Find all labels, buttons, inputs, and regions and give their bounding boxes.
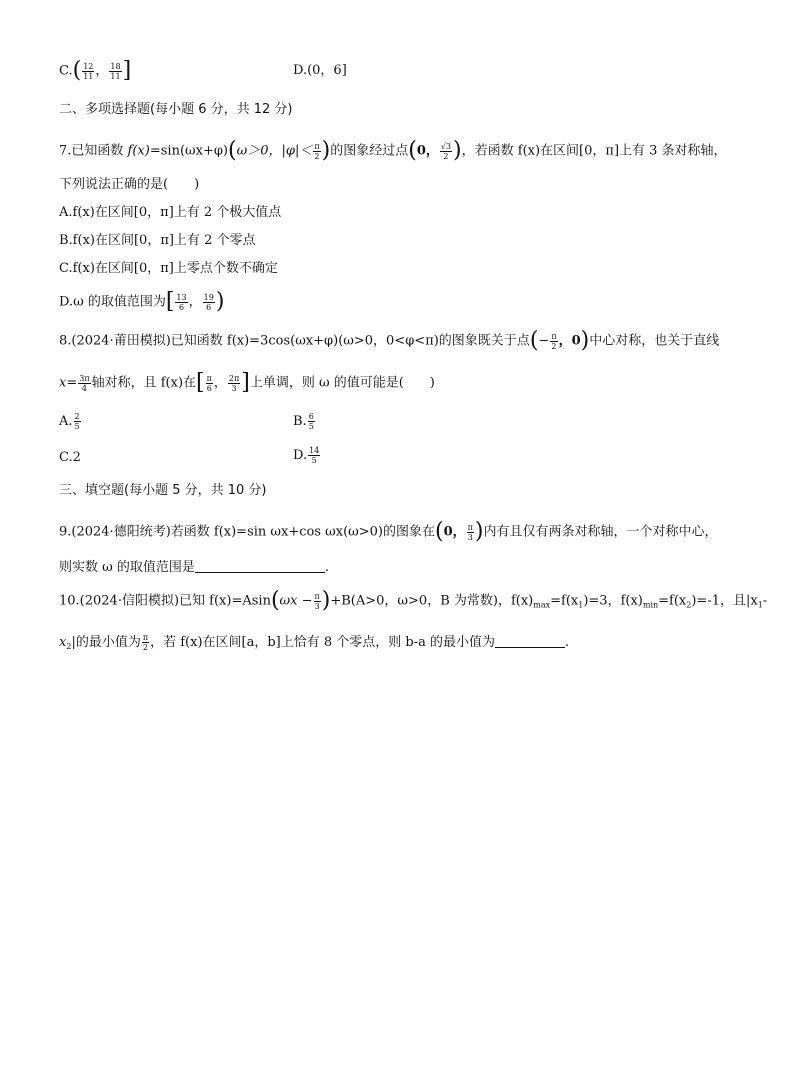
q9-answer-blank[interactable] <box>195 558 325 573</box>
section-3-heading: 三、填空题(每小题 5 分，共 10 分) <box>59 483 267 498</box>
q7-option-b: B.f(x)在区间[0，π]上有 2 个零点 <box>59 233 256 248</box>
q10-stem: 10.(2024·信阳模拟)已知 f(x)=Asin(ωx − $\frac{\pi}{3}$ )+B(A>0，ω>0，B 为常数)，$f(x)_{max}=f(x_1)=3$，$f(x)_{min}=f(x_2)=-1$，且$|x_1-$ <box>59 588 768 613</box>
q8-option-d: D. $\frac{14}{5}$ <box>293 446 320 465</box>
q8-stem: 8.(2024·莆田模拟)已知函数 f(x)=3cos(ωx+φ)(ω>0，0<φ<π)的图象既关于点(− $\frac{\pi}{2}$ ，0)中心对称，也关于直线 <box>59 328 720 353</box>
q8-option-c: C.2 <box>59 450 81 465</box>
q6-option-d: D.(0，6] <box>293 63 347 78</box>
q7-stem-line2: 下列说法正确的是( ) <box>59 177 200 192</box>
q9-stem: 9.(2024·德阳统考)若函数 f(x)=sin ωx+cos ωx(ω>0)的图象在(0， $\frac{\pi}{3}$ )内有且仅有两条对称轴，一个对称中心， <box>59 519 718 544</box>
q8-stem-line2: x= $\frac{3\pi}{4}$ 轴对称，且 f(x)在[ $\frac{\pi}{6}$ ， $\frac{2\pi}{3}$ ]上单调，则 ω 的值可能是( ) <box>59 370 435 395</box>
q7-stem: 7.已知函数 f(x)=sin(ωx+φ)(ω＞0，|φ|＜ $\frac{\pi}{2}$ )的图象经过点(0， $\frac{√3}{2}$ )，若函数 f(x)在区间[0，π]上有 3 条对称轴， <box>59 138 727 163</box>
q9-stem-line2: 则实数 ω 的取值范围是 . <box>59 560 330 575</box>
q6-option-c: C.( $\frac{12}{11}$ ， $\frac{18}{11}$ ] <box>59 58 132 83</box>
q7-option-c: C.f(x)在区间[0，π]上零点个数不确定 <box>59 261 278 276</box>
q10-stem-line2: $x_2|$的最小值为 $\frac{\pi}{2}$ ，若 f(x)在区间[a，b]上恰有 8 个零点，则 b-a 的最小值为 . <box>59 633 570 652</box>
q10-answer-blank[interactable] <box>495 633 565 648</box>
q8-option-b: B. $\frac{6}{5}$ <box>293 412 314 431</box>
q7-option-a: A.f(x)在区间[0，π]上有 2 个极大值点 <box>59 205 282 220</box>
q8-option-a: A. $\frac{2}{5}$ <box>59 412 80 431</box>
section-2-heading: 二、多项选择题(每小题 6 分，共 12 分) <box>59 102 293 117</box>
q7-option-d: D.ω 的取值范围为[ $\frac{13}{6}$ ， $\frac{19}{6}$ ) <box>59 289 225 314</box>
